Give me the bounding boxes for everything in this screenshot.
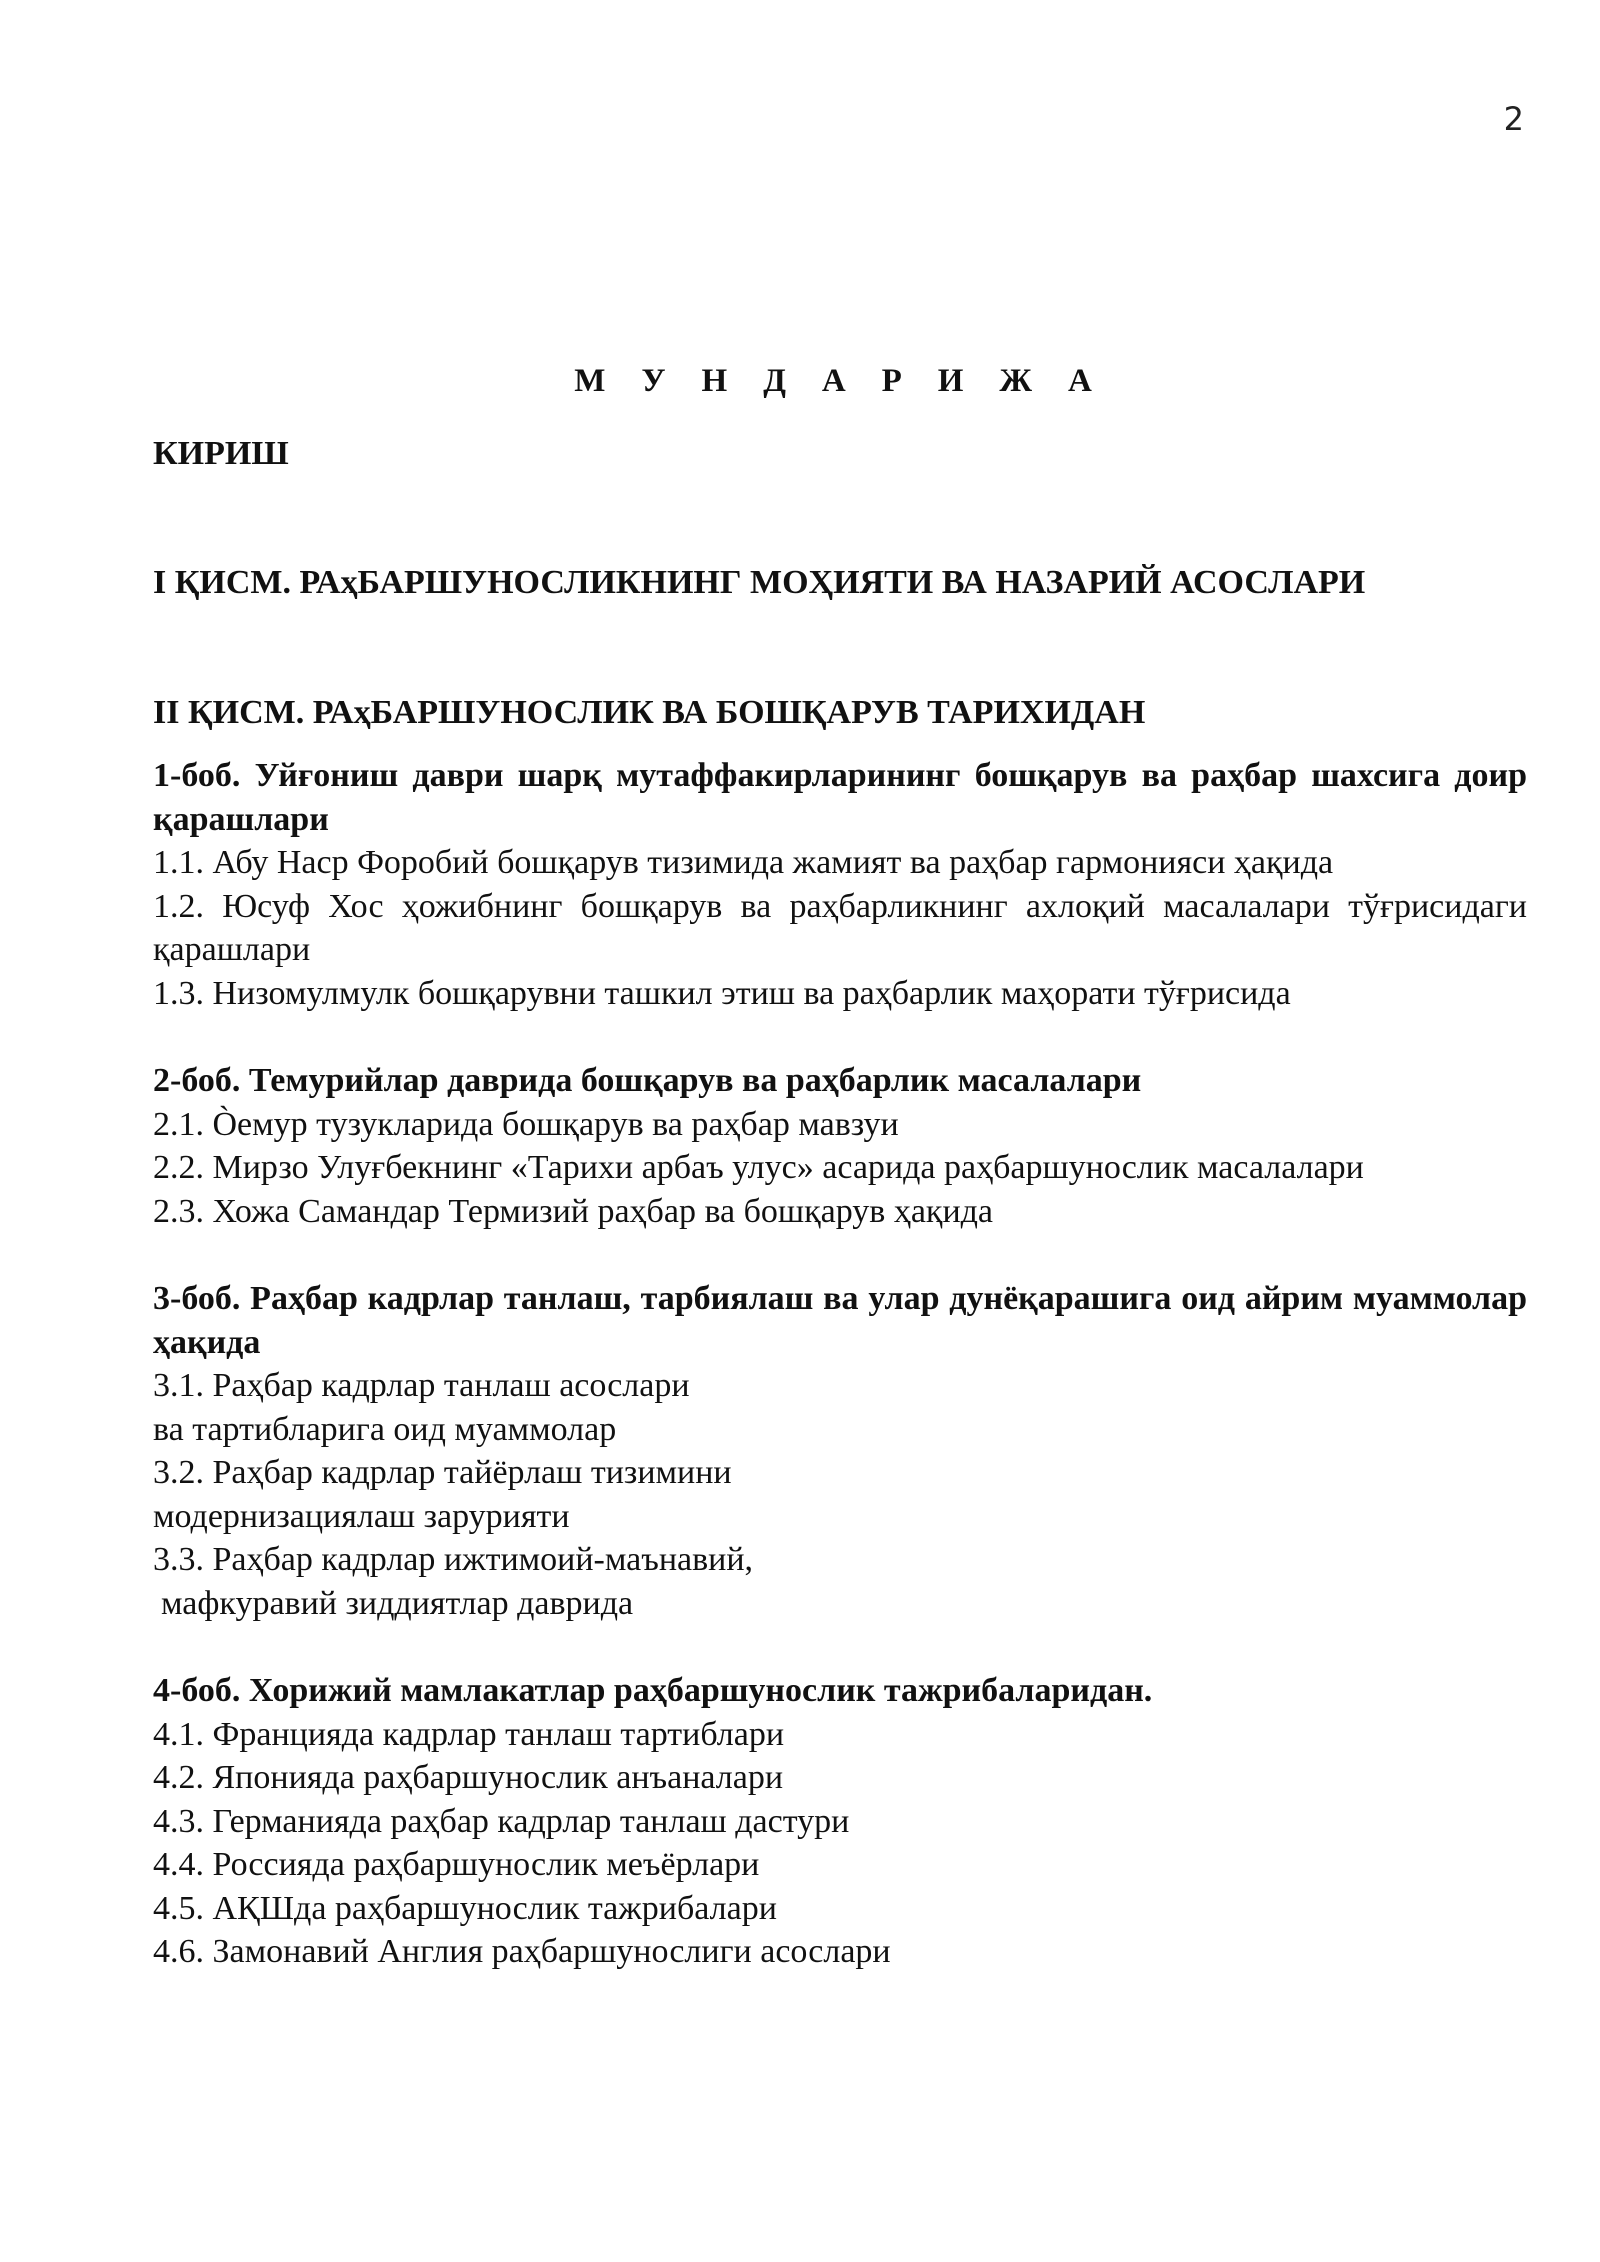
spacer — [153, 734, 1527, 754]
toc-item: ва тартибларига оид муаммолар — [153, 1410, 617, 1448]
part-2-heading: II ҚИСМ. РАҳБАРШУНОСЛИК ВА БОШҚАРУВ ТАРИХИДАН — [153, 693, 1146, 731]
spacer — [153, 1015, 1527, 1059]
toc-item: 4.4. Россияда раҳбаршунослик меъёрлари — [153, 1846, 760, 1883]
toc-item: 1.2. Юсуф Хос ҳожибнинг бошқарув ва раҳбарликнинг ахлоқий масалалари тўғрисидаги қарашлари — [153, 887, 1527, 968]
toc-item: 2.3. Хожа Самандар Термизий раҳбар ва бошқарув ҳақида — [153, 1192, 994, 1230]
toc-item: 4.3. Германияда раҳбар кадрлар танлаш дастури — [153, 1802, 850, 1840]
chapter-heading: 3-боб. Раҳбар кадрлар танлаш, тарбиялаш ва улар дунёқарашига оид айрим муаммолар ҳақида — [153, 1280, 1527, 1361]
toc-item: 3.1. Раҳбар кадрлар танлаш асослари — [153, 1367, 690, 1404]
spacer — [153, 475, 1527, 561]
toc-item: 4.5. АҚШда раҳбаршунослик тажрибалари — [153, 1889, 777, 1927]
spacer — [153, 1233, 1527, 1277]
chapter-heading: 1-боб. Уйғониш даври шарқ мутаффакирларининг бошқарув ва раҳбар шахсига доир қарашлари — [153, 757, 1527, 838]
toc-item: 3.2. Раҳбар кадрлар тайёрлаш тизимини — [153, 1454, 732, 1491]
chapter-1 — [153, 754, 1527, 1015]
toc-item: мафкуравий зиддиятлар даврида — [161, 1584, 634, 1622]
toc-item: 1.3. Низомулмулк бошқарувни ташкил этиш ва раҳбарлик маҳорати тўғрисида — [153, 974, 1291, 1012]
toc-item: 4.6. Замонавий Англия раҳбаршунослиги асослари — [153, 1933, 891, 1970]
intro-heading: КИРИШ — [153, 434, 289, 472]
toc-item: 4.2. Японияда раҳбаршунослик анъаналари — [153, 1759, 784, 1796]
chapter-heading: 4-боб. Хорижий мамлакатлар раҳбаршунослик тажрибаларидан. — [153, 1672, 1153, 1709]
chapter-2 — [153, 1059, 1527, 1233]
toc-item: 1.1. Абу Наср Форобий бошқарув тизимида жамият ва раҳбар гармонияси ҳақида — [153, 844, 1334, 881]
toc-item: 3.3. Раҳбар кадрлар ижтимоий-маънавий, — [153, 1541, 754, 1578]
page-number: 2 — [1503, 100, 1524, 138]
part-1-heading: I ҚИСМ. РАҳБАРШУНОСЛИКНИНГ МОҲИЯТИ ВА НАЗАРИЙ АСОСЛАРИ — [153, 564, 1366, 601]
chapter-3 — [153, 1277, 1527, 1625]
table-of-contents — [153, 360, 1527, 1974]
toc-item: 2.1. Òемур тузукларида бошқарув ва раҳбар мавзуи — [153, 1105, 899, 1143]
chapter-4 — [153, 1669, 1527, 1974]
spacer — [153, 1625, 1527, 1669]
toc-item: 4.1. Францияда кадрлар танлаш тартиблари — [153, 1715, 785, 1753]
toc-item: модернизациялаш зарурияти — [153, 1497, 570, 1535]
document-title: М У Н Д А Р И Ж А — [574, 363, 1106, 399]
spacer — [153, 605, 1527, 691]
chapter-heading: 2-боб. Темурийлар даврида бошқарув ва раҳбарлик масалалари — [153, 1062, 1142, 1099]
toc-item: 2.2. Мирзо Улуғбекнинг «Тарихи арбаъ улус» асарида раҳбаршунослик масалалари — [153, 1149, 1364, 1186]
